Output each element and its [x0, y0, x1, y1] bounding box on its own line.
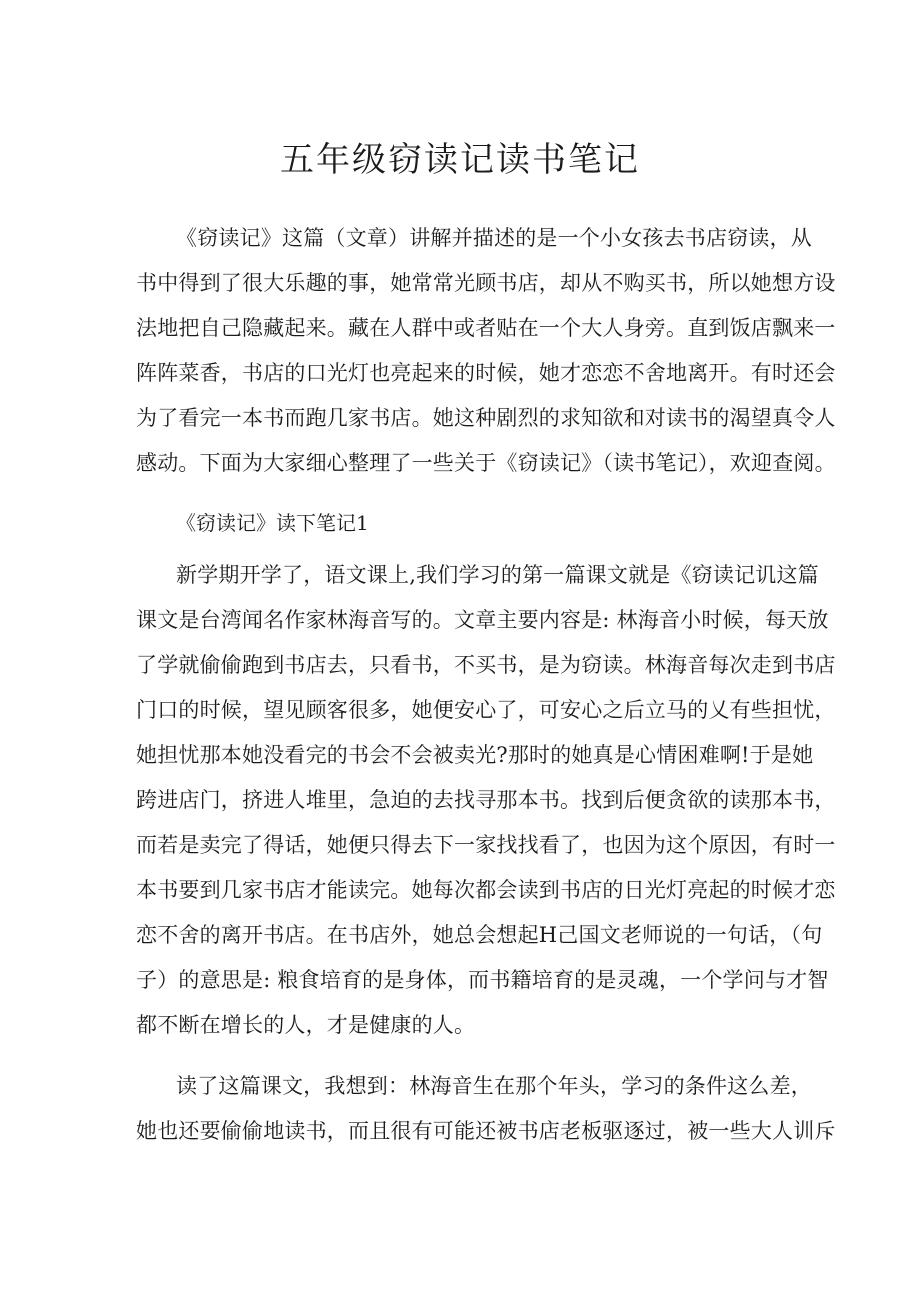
paragraph1-line: 课文是台湾闻名作家林海音写的。文章主要内容是: 林海音小时候，每天放 [136, 608, 829, 632]
intro-line: 《窃读记》这篇（文章）讲解并描述的是一个小女孩去书店窃读，从 [176, 226, 812, 250]
paragraph1-line: 而若是卖完了得话，她便只得去下一家找找看了，也因为这个原因，有时一 [136, 833, 836, 857]
paragraph2-line: 读了这篇课文，我想到：林海音生在那个年头，学习的条件这么差， [176, 1074, 812, 1098]
document-title: 五年级窃读记读书笔记 [280, 140, 640, 180]
paragraph1-line: 新学期开学了，语文课上,我们学习的第一篇课文就是《窃读记讥这篇 [176, 563, 819, 587]
paragraph1-line: 她担忧那本她没看完的书会不会被卖光?那时的她真是心情困难啊!于是她 [136, 743, 814, 767]
section-heading: 《窃读记》读下笔记1 [176, 511, 369, 535]
paragraph1-line: 本书要到几家书店才能读完。她每次都会读到书店的日光灯亮起的时候才恋 [136, 878, 836, 902]
paragraph1-line: 了学就偷偷跑到书店去，只看书，不买书，是为窃读。林海音每次走到书店 [136, 653, 836, 677]
intro-line: 书中得到了很大乐趣的事，她常常光顾书店，却从不购买书，所以她想方设 [136, 271, 836, 295]
intro-line: 法地把自己隐藏起来。藏在人群中或者贴在一个大人身旁。直到饭店飘来一 [136, 316, 836, 340]
paragraph1-line: 子）的意思是: 粮食培育的是身体，而书籍培育的是灵魂，一个学问与才智 [136, 968, 829, 992]
paragraph2-line: 她也还要偷偷地读书，而且很有可能还被书店老板驱逐过，被一些大人训斥 [136, 1119, 836, 1143]
paragraph1-line: 门口的时候，望见顾客很多，她便安心了，可安心之后立马的乂有些担忧， [136, 698, 836, 722]
intro-line: 感动。下面为大家细心整理了一些关于《窃读记》（读书笔记），欢迎查阅。 [136, 451, 836, 475]
paragraph1-line: 恋不舍的离开书店。在书店外，她总会想起H己国文老师说的一句话，（句 [136, 923, 823, 947]
paragraph1-line: 都不断在增长的人，才是健康的人。 [136, 1013, 476, 1037]
paragraph1-line: 跨进店门，挤进人堆里，急迫的去找寻那本书。找到后便贪欲的读那本书， [136, 788, 836, 812]
intro-line: 阵阵菜香，书店的口光灯也亮起来的时候，她才恋恋不舍地离开。有时还会 [136, 361, 836, 385]
intro-line: 为了看完一本书而跑几家书店。她这种剧烈的求知欲和对读书的渴望真令人 [136, 406, 836, 430]
